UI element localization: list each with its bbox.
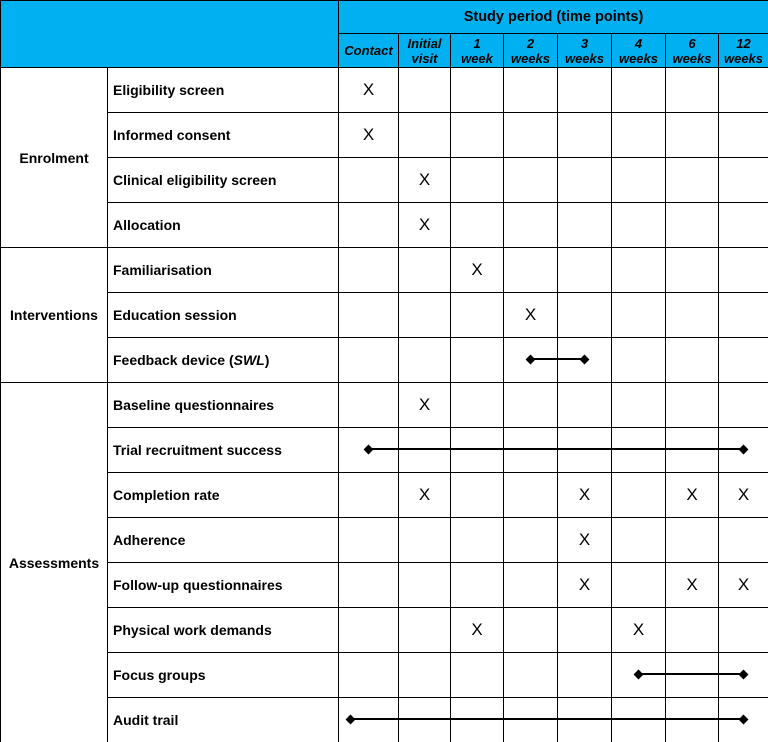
row-label-text: Focus groups [113, 667, 206, 683]
column-header-line2: weeks [618, 50, 659, 66]
empty-cell [558, 68, 612, 113]
column-header-line2: weeks [723, 50, 764, 66]
empty-cell [666, 428, 719, 473]
empty-cell [451, 383, 504, 428]
empty-cell [451, 203, 504, 248]
table-row [1, 113, 768, 158]
empty-cell [339, 473, 399, 518]
column-header-line1: 4 [634, 35, 643, 51]
empty-cell [504, 608, 558, 653]
empty-cell [719, 698, 768, 742]
empty-cell [399, 563, 451, 608]
empty-cell [504, 158, 558, 203]
empty-cell [339, 203, 399, 248]
row-label [108, 68, 339, 113]
empty-cell [612, 383, 666, 428]
column-header-line2: weeks [672, 50, 712, 66]
empty-cell [399, 338, 451, 383]
row-label-text: Audit trail [113, 712, 179, 728]
table-row [1, 293, 768, 338]
column-header-line1: Initial [407, 35, 442, 51]
table-row [1, 383, 768, 428]
x-mark-cell: X [612, 608, 666, 653]
row-label [108, 653, 339, 698]
empty-cell [612, 248, 666, 293]
x-mark-cell: X [399, 158, 451, 203]
empty-cell [612, 698, 666, 742]
empty-cell [339, 698, 399, 742]
row-label-text: Physical work demands [113, 622, 272, 638]
column-header-4 [558, 34, 612, 68]
empty-cell [612, 293, 666, 338]
x-mark-cell: X [666, 473, 719, 518]
empty-cell [612, 158, 666, 203]
empty-cell [558, 203, 612, 248]
empty-cell [612, 338, 666, 383]
table-row [1, 338, 768, 383]
empty-cell [339, 653, 399, 698]
empty-cell [399, 608, 451, 653]
empty-cell [504, 68, 558, 113]
empty-cell [719, 383, 768, 428]
empty-cell [558, 653, 612, 698]
empty-cell [558, 383, 612, 428]
empty-cell [719, 158, 768, 203]
empty-cell [666, 653, 719, 698]
row-label [108, 293, 339, 338]
empty-cell [666, 158, 719, 203]
column-header-3 [504, 34, 558, 68]
column-header-1 [399, 34, 451, 68]
empty-cell [399, 698, 451, 742]
row-label-text: Adherence [113, 532, 186, 548]
empty-cell [504, 428, 558, 473]
empty-cell [719, 248, 768, 293]
row-label-text: Trial recruitment success [113, 442, 282, 458]
column-header-line1: 12 [736, 35, 751, 51]
empty-cell [719, 293, 768, 338]
empty-cell [399, 293, 451, 338]
empty-cell [612, 68, 666, 113]
empty-cell [451, 563, 504, 608]
x-mark-cell: X [451, 608, 504, 653]
empty-cell [339, 248, 399, 293]
row-label [108, 518, 339, 563]
empty-cell [339, 383, 399, 428]
row-label-text: Eligibility screen [113, 82, 225, 98]
table-row [1, 203, 768, 248]
empty-cell [451, 428, 504, 473]
empty-cell [339, 428, 399, 473]
empty-cell [339, 158, 399, 203]
header-title: Study period (time points) [339, 1, 768, 34]
row-label [108, 113, 339, 158]
row-label-end: ) [264, 352, 270, 368]
empty-cell [719, 68, 768, 113]
column-header-line2: weeks [564, 50, 605, 66]
row-label-text: Familiarisation [113, 262, 212, 278]
empty-cell [399, 113, 451, 158]
empty-cell [666, 113, 719, 158]
column-header-6 [666, 34, 719, 68]
column-header-line2: visit [411, 50, 438, 66]
empty-cell [558, 293, 612, 338]
empty-cell [339, 338, 399, 383]
empty-cell [666, 608, 719, 653]
column-header-line1: 3 [580, 35, 589, 51]
column-header-line2: weeks [510, 50, 551, 66]
column-header-2 [451, 34, 504, 68]
empty-cell [504, 383, 558, 428]
row-label-text: Clinical eligibility screen [113, 172, 277, 188]
empty-cell [558, 338, 612, 383]
row-label-text: Follow-up questionnaires [113, 577, 283, 593]
empty-cell [558, 248, 612, 293]
empty-cell [504, 653, 558, 698]
empty-cell [504, 698, 558, 742]
row-label-text: Completion rate [113, 487, 220, 503]
group-label: Assessments [1, 383, 108, 742]
empty-cell [399, 653, 451, 698]
row-label-text: Baseline questionnaires [113, 397, 275, 413]
x-mark-cell: X [558, 473, 612, 518]
empty-cell [504, 203, 558, 248]
x-mark-cell: X [558, 518, 612, 563]
table-row [1, 248, 768, 293]
column-header-line1: 6 [688, 35, 696, 51]
empty-cell [666, 68, 719, 113]
empty-cell [719, 653, 768, 698]
x-mark-cell: X [399, 383, 451, 428]
row-label-text: Feedback device ( [113, 352, 234, 368]
empty-cell [612, 563, 666, 608]
x-mark-cell: X [339, 113, 399, 158]
row-label [108, 608, 339, 653]
table-row [1, 428, 768, 473]
column-header-0 [339, 34, 399, 68]
row-label [108, 248, 339, 293]
empty-cell [666, 248, 719, 293]
table-row [1, 473, 768, 518]
empty-cell [451, 518, 504, 563]
empty-cell [504, 473, 558, 518]
column-header-7 [719, 34, 768, 68]
empty-cell [666, 518, 719, 563]
empty-cell [504, 248, 558, 293]
empty-cell [504, 338, 558, 383]
header-corner [1, 1, 339, 68]
group-label: Enrolment [1, 68, 108, 248]
x-mark-cell: X [719, 473, 768, 518]
empty-cell [666, 293, 719, 338]
row-label [108, 383, 339, 428]
empty-cell [451, 158, 504, 203]
x-mark-cell: X [719, 563, 768, 608]
table-row [1, 698, 768, 742]
empty-cell [399, 518, 451, 563]
empty-cell [612, 473, 666, 518]
row-label [108, 428, 339, 473]
empty-cell [451, 473, 504, 518]
empty-cell [612, 428, 666, 473]
row-label-italic: SWL [233, 352, 265, 368]
x-mark-cell: X [399, 203, 451, 248]
row-label [108, 698, 339, 742]
empty-cell [558, 608, 612, 653]
empty-cell [451, 338, 504, 383]
empty-cell [558, 113, 612, 158]
row-label-text: Informed consent [113, 127, 231, 143]
empty-cell [451, 68, 504, 113]
empty-cell [504, 113, 558, 158]
empty-cell [719, 518, 768, 563]
empty-cell [719, 113, 768, 158]
empty-cell [504, 563, 558, 608]
empty-cell [451, 293, 504, 338]
empty-cell [399, 428, 451, 473]
table-row [1, 563, 768, 608]
column-header-line1: 1 [473, 35, 481, 51]
empty-cell [399, 248, 451, 293]
empty-cell [504, 518, 558, 563]
x-mark-cell: X [451, 248, 504, 293]
empty-cell [666, 698, 719, 742]
empty-cell [451, 113, 504, 158]
x-mark-cell: X [399, 473, 451, 518]
empty-cell [719, 608, 768, 653]
column-header-5 [612, 34, 666, 68]
empty-cell [339, 608, 399, 653]
empty-cell [666, 203, 719, 248]
column-header-line2: Contact [344, 43, 393, 58]
row-label [108, 338, 339, 383]
table-row [1, 608, 768, 653]
x-mark-cell: X [666, 563, 719, 608]
table-row [1, 68, 768, 113]
empty-cell [612, 203, 666, 248]
empty-cell [719, 428, 768, 473]
column-header-line1: 2 [526, 35, 535, 51]
empty-cell [451, 698, 504, 742]
group-label: Interventions [1, 248, 108, 383]
x-mark-cell: X [339, 68, 399, 113]
empty-cell [558, 428, 612, 473]
row-label [108, 473, 339, 518]
empty-cell [612, 518, 666, 563]
empty-cell [719, 203, 768, 248]
empty-cell [451, 653, 504, 698]
table-row [1, 158, 768, 203]
empty-cell [339, 518, 399, 563]
empty-cell [612, 113, 666, 158]
row-label [108, 203, 339, 248]
empty-cell [558, 158, 612, 203]
table-row [1, 518, 768, 563]
empty-cell [666, 383, 719, 428]
table-row [1, 653, 768, 698]
row-label-text: Allocation [113, 217, 181, 233]
row-label [108, 158, 339, 203]
x-mark-cell: X [558, 563, 612, 608]
empty-cell [399, 68, 451, 113]
row-label [108, 563, 339, 608]
empty-cell [612, 653, 666, 698]
empty-cell [558, 698, 612, 742]
empty-cell [719, 338, 768, 383]
row-label-text: Education session [113, 307, 237, 323]
empty-cell [666, 338, 719, 383]
x-mark-cell: X [504, 293, 558, 338]
column-header-line2: week [461, 50, 493, 66]
empty-cell [339, 563, 399, 608]
empty-cell [339, 293, 399, 338]
